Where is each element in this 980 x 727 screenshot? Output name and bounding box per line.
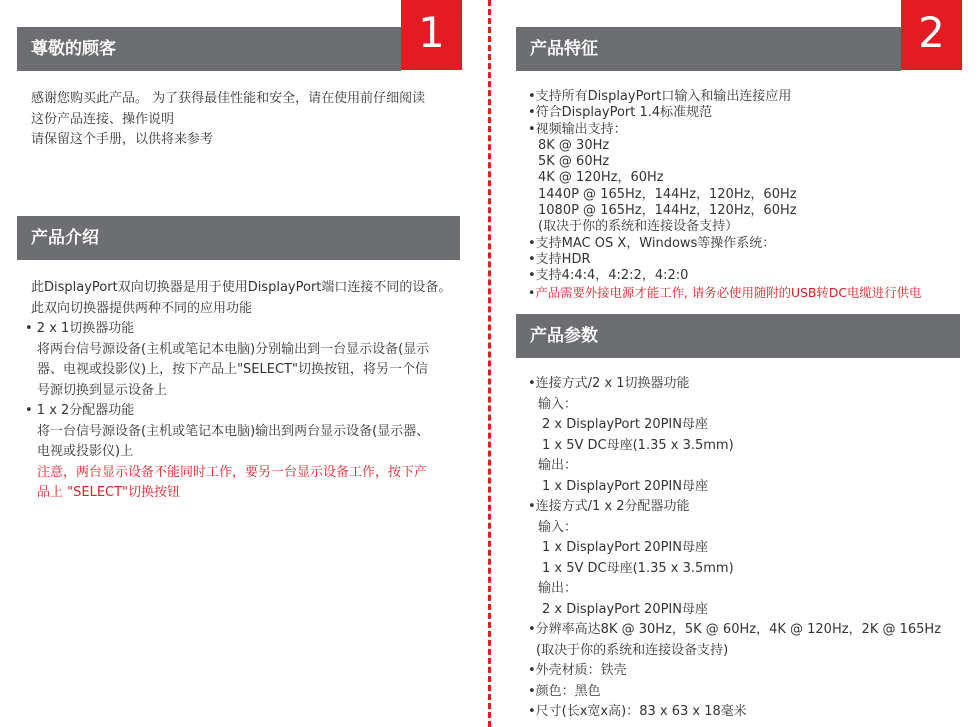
feature-subitem: 1440P @ 165Hz，144Hz，120Hz，60Hz [538, 186, 797, 202]
spec-item: •颜色：黑色 [528, 683, 601, 699]
spec-subitem: 输出： [538, 458, 578, 473]
spec-item: •连接方式/1 x 2分配器功能 [528, 499, 690, 514]
intro-title-bar [17, 216, 460, 260]
specs-text [528, 374, 941, 723]
spec-subitem: 2 x DisplayPort 20PIN母座 [542, 601, 708, 617]
feature-item: •支持所有DisplayPort口输入和输出连接应用 [528, 89, 792, 104]
specs-title: 产品参数 [530, 326, 598, 346]
intro-line: 将两台信号源设备(主机或笔记本电脑)分别输出到一台显示设备(显示 [37, 341, 430, 357]
page-number-2: 2 [901, 0, 962, 70]
spec-subitem: 1 x 5V DC母座(1.35 x 3.5mm) [542, 437, 734, 453]
intro-warning: 品上 "SELECT"切换按钮 [37, 485, 181, 500]
spec-item: •尺寸(长x宽x高)：83 x 63 x 18毫米 [528, 704, 747, 719]
greeting-text [31, 89, 425, 151]
spec-subitem: (取决于你的系统和连接设备支持) [536, 642, 729, 658]
greeting-line: 请保留这个手册，以供将来参考 [31, 132, 214, 147]
feature-item: •符合DisplayPort 1.4标准规范 [528, 105, 713, 121]
intro-line: 此双向切换器提供两种不同的应用功能 [31, 300, 253, 316]
intro-line: 将一台信号源设备(主机或笔记本电脑)输出到两台显示设备(显示器、 [37, 423, 430, 439]
features-text [528, 89, 921, 301]
greeting-title: 尊敬的顾客 [31, 39, 116, 59]
greeting-title-bar [17, 27, 401, 71]
intro-title: 产品介绍 [31, 228, 99, 248]
intro-line: 器、电视或投影仪)上，按下产品上"SELECT"切换按钮，将另一个信 [37, 362, 428, 377]
intro-bullet: • 2 x 1切换器功能 [25, 321, 135, 336]
spec-item: •分辨率高达8K @ 30Hz，5K @ 60Hz，4K @ 120Hz，2K @ 165Hz [528, 622, 942, 637]
feature-item: •支持4:4:4，4:2:2，4:2:0 [528, 268, 689, 284]
intro-line: 号源切换到显示设备上 [37, 382, 168, 398]
intro-warning: 注意，两台显示设备不能同时工作，要另一台显示设备工作，按下产 [37, 464, 428, 480]
intro-text [17, 278, 451, 504]
spec-subitem: 输入： [538, 396, 578, 412]
page-divider [488, 0, 491, 727]
intro-line: 此DisplayPort双向切换器是用于使用DisplayPort端口连接不同的设备。 [31, 280, 452, 295]
specs-title-bar [516, 314, 960, 358]
spec-item: •连接方式/2 x 1切换器功能 [528, 376, 690, 391]
spec-subitem: 1 x DisplayPort 20PIN母座 [542, 540, 708, 555]
feature-subitem: (取决于你的系统和连接设备支持） [538, 219, 739, 235]
spec-subitem: 输出： [538, 581, 578, 596]
greeting-line: 这份产品连接、操作说明 [31, 111, 175, 127]
features-title: 产品特征 [530, 39, 598, 59]
feature-item: •支持MAC OS X，Windows等操作系统： [528, 235, 776, 251]
feature-subitem: 5K @ 60Hz [538, 154, 610, 170]
intro-bullet: • 1 x 2分配器功能 [25, 403, 135, 418]
spec-subitem: 1 x DisplayPort 20PIN母座 [542, 478, 708, 494]
feature-item: •视频输出支持： [528, 121, 627, 137]
page-number-1: 1 [401, 0, 462, 70]
feature-subitem: 1080P @ 165Hz，144Hz，120Hz，60Hz [538, 203, 797, 219]
intro-line: 电视或投影仪)上 [37, 444, 134, 459]
spec-subitem: 输入： [538, 519, 578, 535]
spec-subitem: 2 x DisplayPort 20PIN母座 [542, 417, 708, 432]
feature-warning-bullet: • [528, 284, 536, 300]
feature-warning [528, 285, 921, 301]
features-title-bar [516, 27, 901, 71]
greeting-line: 感谢您购买此产品。 为了获得最佳性能和安全，请在使用前仔细阅读 [31, 91, 426, 106]
spec-item: •外壳材质：铁壳 [528, 663, 627, 678]
spec-subitem: 1 x 5V DC母座(1.35 x 3.5mm) [542, 560, 734, 576]
feature-warning-text: 产品需要外接电源才能工作, 请务必使用随附的USB转DC电缆进行供电 [535, 284, 922, 300]
feature-item: •支持HDR [528, 251, 591, 267]
feature-subitem: 8K @ 30Hz [538, 137, 610, 153]
feature-subitem: 4K @ 120Hz，60Hz [538, 170, 664, 186]
